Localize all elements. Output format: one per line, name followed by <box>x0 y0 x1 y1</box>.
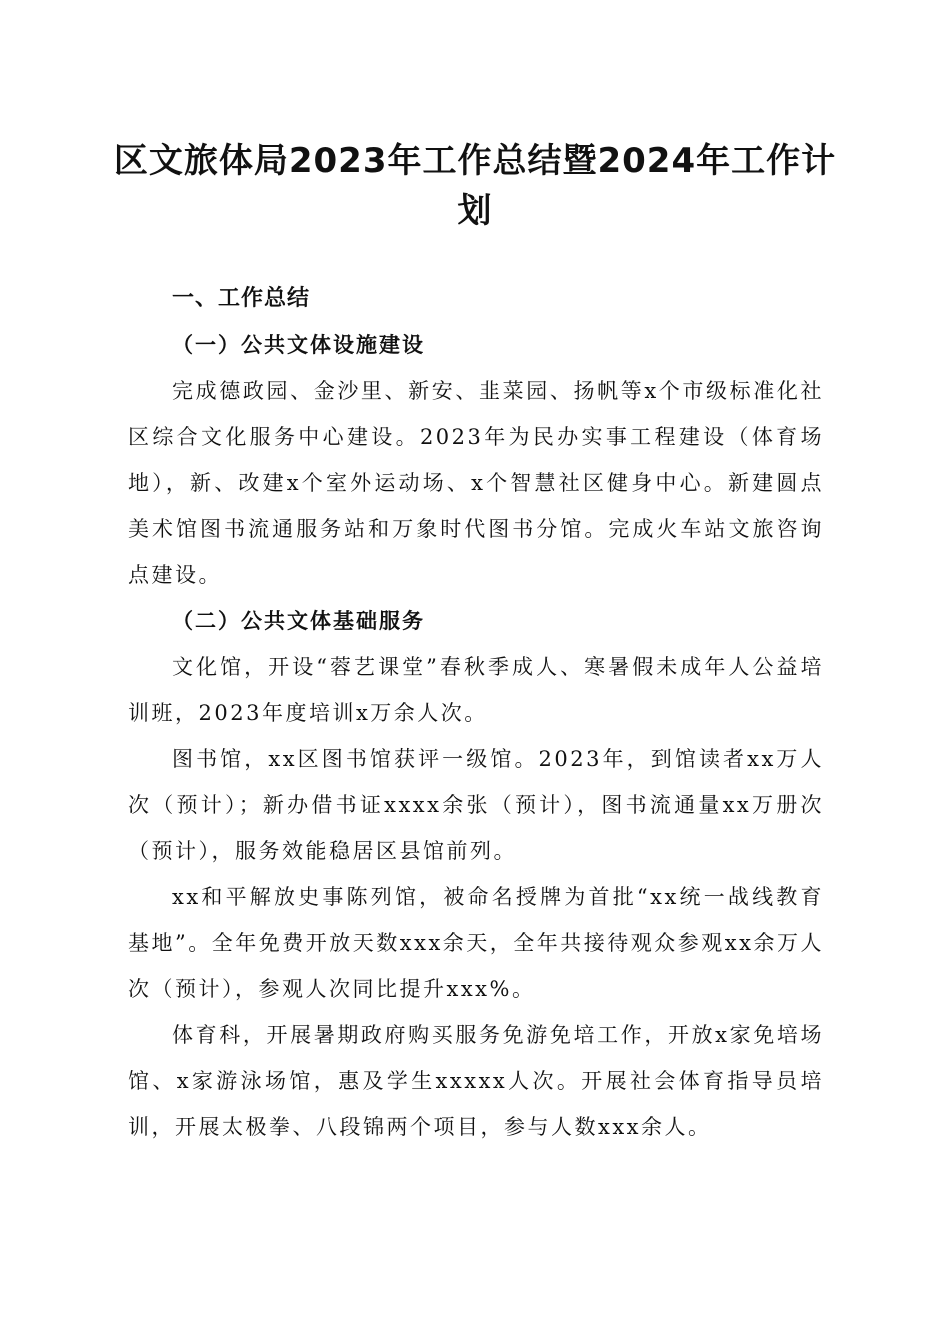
subsection-heading-basic-services: （二）公共文体基础服务 <box>172 608 425 633</box>
section-heading-work-summary: 一、工作总结 <box>172 286 311 311</box>
paragraph-library: 图书馆，xx区图书馆获评一级馆。2023年，到馆读者xx万人次（预计）；新办借书证xxxx余张（预计），图书流通量xx万册次（预计），服务效能稳居区县馆前列。 <box>128 747 824 863</box>
paragraph-exhibition-hall: xx和平解放史事陈列馆，被命名授牌为首批“xx统一战线教育基地”。全年免费开放天数xxx余天，全年共接待观众参观xx余万人次（预计），参观人次同比提升xxx%。 <box>128 885 824 1001</box>
paragraph-cultural-center: 文化馆，开设“蓉艺课堂”春秋季成人、寒暑假未成年人公益培训班，2023年度培训x万余人次。 <box>128 655 824 725</box>
paragraph-facilities: 完成德政园、金沙里、新安、韭菜园、扬帆等x个市级标准化社区综合文化服务中心建设。2023年为民办实事工程建设（体育场地），新、改建x个室外运动场、x个智慧社区健身中心。新建圆点美术馆图书流通服务站和万象时代图书分馆。完成火车站文旅咨询点建设。 <box>128 379 824 587</box>
paragraph-sports-section: 体育科，开展暑期政府购买服务免游免培工作，开放x家免培场馆、x家游泳场馆，惠及学生xxxxx人次。开展社会体育指导员培训，开展太极拳、八段锦两个项目，参与人数xxx余人。 <box>128 1023 824 1139</box>
subsection-heading-facilities: （一）公共文体设施建设 <box>172 332 425 357</box>
document-body <box>128 276 824 1150</box>
document-title: 区文旅体局2023年工作总结暨2024年工作计划 <box>113 141 837 231</box>
